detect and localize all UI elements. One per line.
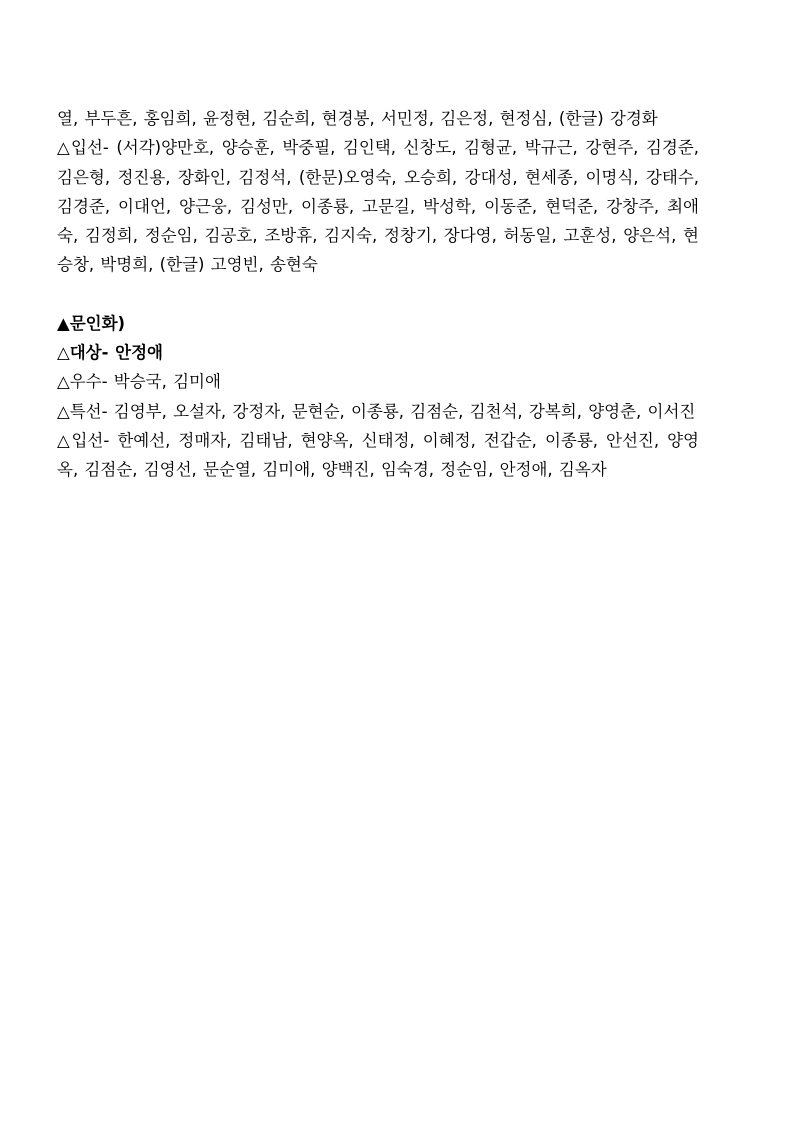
usu-line: △우수- 박승국, 김미애 [57, 372, 221, 392]
calligraphy-ipseon-list: △입선- (서각)양만호, 양승훈, 박중필, 김인택, 신창도, 김형균, 박규근, 강현주, 김경준, 김은형, 정진용, 장화인, 김정석, (한문)오영숙, 오승희, 강대성, 현세종, 이명식, 강태수, 김경준, 이대언, 양근웅, 김성만, 이종룡, 고문길, 박성학, 이동준, 현덕준, 강창주, 최애숙, 김정희, 정순임, 김공호, 조방휴, 김지숙, 정창기, 장다영, 허동일, 고훈성, 양은석, 현승창, 박명희, (한글) 고영빈, 송현숙 [57, 138, 699, 275]
section-title: ▲문인화) [57, 313, 126, 333]
document-page [57, 104, 699, 485]
ipseon-list: △입선- 한예선, 정매자, 김태남, 현양옥, 신태정, 이혜정, 전갑순, 이종룡, 안선진, 양영옥, 김점순, 김영선, 문순열, 김미애, 양백진, 임숙경, 정순임, 안정애, 김옥자 [57, 430, 699, 480]
teukseon-list: △특선- 김영부, 오설자, 강정자, 문현순, 이종룡, 김점순, 김천석, 강복희, 양영춘, 이서진 [57, 401, 696, 421]
calligraphy-hangul-list-continuation: 열, 부두흔, 홍임희, 윤정현, 김순희, 현경봉, 서민정, 김은정, 현정심, (한글) 강경화 [57, 109, 658, 128]
munin-painting-section [57, 309, 699, 485]
daesang-line: △대상- 안정애 [57, 343, 163, 363]
